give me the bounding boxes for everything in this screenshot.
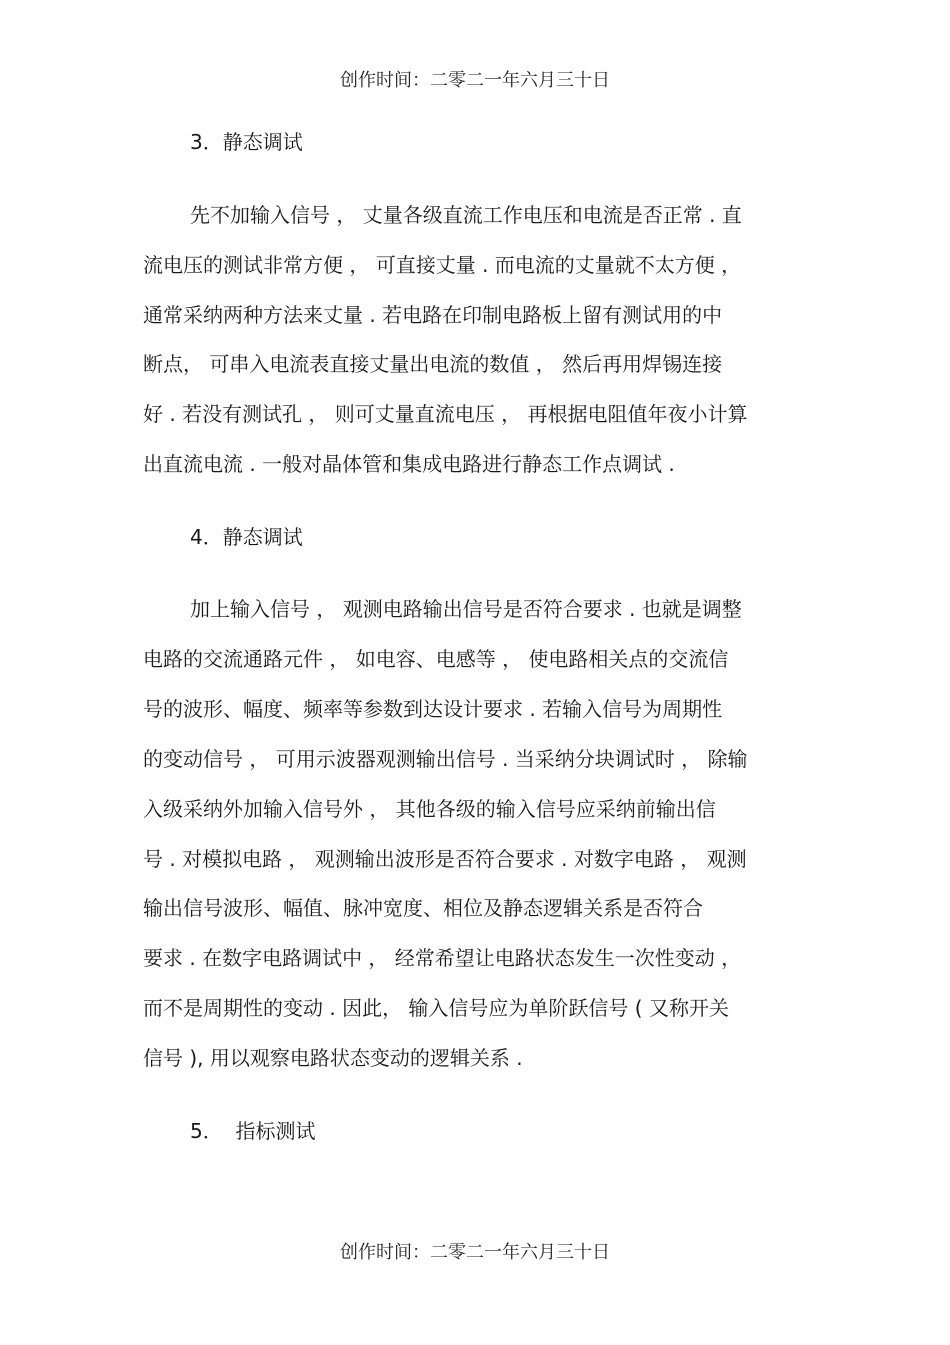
paragraph-line: 通常采纳两种方法来丈量 . 若电路在印制电路板上留有测试用的中 — [143, 303, 723, 327]
paragraph-line: 好 . 若没有测试孔 ， 则可丈量直流电压 ， 再根据电阻值年夜小计算 — [143, 402, 748, 426]
section-heading-5: 5． 指标测试 — [190, 1119, 316, 1143]
paragraph-line: 号 . 对模拟电路 ， 观测输出波形是否符合要求 . 对数字电路 ， 观测 — [143, 847, 747, 871]
paragraph-line: 号的波形、幅度、频率等参数到达设计要求 . 若输入信号为周期性 — [143, 697, 723, 721]
page-footer: 创作时间：二零二一年六月三十日 — [340, 1242, 610, 1263]
paragraph-line: 先不加输入信号 ， 丈量各级直流工作电压和电流是否正常 . 直 — [190, 203, 742, 227]
page-header: 创作时间：二零二一年六月三十日 — [340, 70, 610, 91]
paragraph-line: 断点， 可串入电流表直接丈量出电流的数值 ， 然后再用焊锡连接 — [143, 352, 723, 376]
section-heading-4: 4．静态调试 — [190, 525, 303, 549]
paragraph-line: 加上输入信号 ， 观测电路输出信号是否符合要求 . 也就是调整 — [190, 597, 742, 621]
paragraph-line: 电路的交流通路元件 ， 如电容、电感等 ， 使电路相关点的交流信 — [143, 647, 729, 671]
paragraph-line: 输出信号波形、幅值、脉冲宽度、相位及静态逻辑关系是否符合 — [143, 896, 703, 920]
paragraph-line: 要求 . 在数字电路调试中 ， 经常希望让电路状态发生一次性变动 ， — [143, 946, 742, 970]
paragraph-line: 流电压的测试非常方便 ， 可直接丈量 . 而电流的丈量就不太方便 ， — [143, 253, 742, 277]
section-heading-3: 3．静态调试 — [190, 130, 303, 154]
paragraph-line: 的变动信号 ， 可用示波器观测输出信号 . 当采纳分块调试时 ， 除输 — [143, 747, 748, 771]
paragraph-line: 入级采纳外加输入信号外 ， 其他各级的输入信号应采纳前输出信 — [143, 797, 716, 821]
paragraph-line: 而不是周期性的变动 . 因此， 输入信号应为单阶跃信号 ( 又称开关 — [143, 996, 729, 1020]
paragraph-line: 信号 ), 用以观察电路状态变动的逻辑关系 . — [143, 1046, 523, 1070]
paragraph-line: 出直流电流 . 一般对晶体管和集成电路进行静态工作点调试 . — [143, 452, 675, 476]
